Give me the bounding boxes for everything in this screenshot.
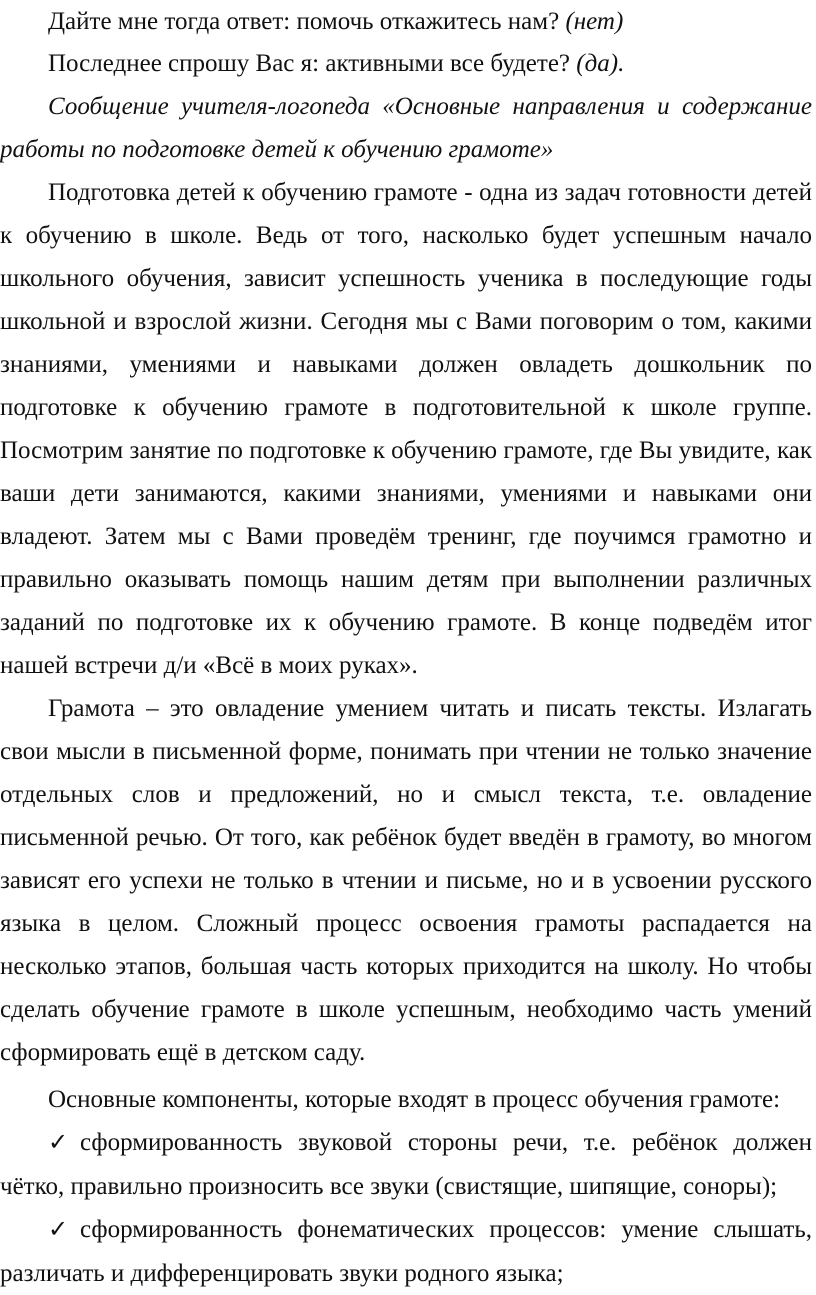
- list-item-text: сформированность фонематических процессов: умение слышать, различать и дифференцировать звуки родного языка;: [0, 1216, 812, 1287]
- message-title: Сообщение учителя-логопеда «Основные направления и содержание работы по подготовке детей к обучению грамоте»: [0, 93, 812, 163]
- list-item: [0, 1121, 812, 1208]
- dialog-text: Дайте мне тогда ответ: помочь откажитесь нам?: [48, 8, 560, 35]
- list-item-text: сформированность звуковой стороны речи, т.е. ребёнок должен чётко, правильно произносить все звуки (свистящие, шипящие, соноры);: [0, 1129, 812, 1200]
- dialog-line-2: [0, 42, 812, 85]
- components-intro: Основные компоненты, которые входят в процесс обучения грамоте:: [48, 1086, 781, 1113]
- dialog-answer: (нет): [565, 8, 624, 35]
- checkmark-icon: ✓: [48, 1217, 69, 1243]
- paragraph-1: Подготовка детей к обучению грамоте - одна из задач готовности детей к обучению в школе. Ведь от того, насколько будет успешным начало школьного обучения, зависит успешность ученика в последующие годы школьной и взрослой жизни. Сегодня мы с Вами поговорим о том, какими знаниями, умениями и навыками должен овладеть дошкольник по подготовке к обучению грамоте в подготовительной к школе группе. Посмотрим занятие по подготовке к обучению грамоте, где Вы увидите, как ваши дети занимаются, какими знаниями, умениями и навыками они владеют. Затем мы с Вами проведём тренинг, где поучимся грамотно и правильно оказывать помощь нашим детям при выполнении различных заданий по подготовке их к обучению грамоте. В конце подведём итог нашей встречи д/и «Всё в моих руках».: [0, 179, 812, 679]
- dialog-line-1: [0, 0, 812, 43]
- dialog-answer: (да).: [576, 50, 625, 77]
- paragraph-2: Грамота – это овладение умением читать и писать тексты. Излагать свои мысли в письменной форме, понимать при чтении не только значение отдельных слов и предложений, но и смысл текста, т.е. овладение письменной речью. От того, как ребёнок будет введён в грамоту, во многом зависят его успехи не только в чтении и письме, но и в усвоении русского языка в целом. Сложный процесс освоения грамоты распадается на несколько этапов, большая часть которых приходится на школу. Но чтобы сделать обучение грамоте в школе успешным, необходимо часть умений сформировать ещё в детском саду.: [0, 695, 812, 1066]
- checkmark-icon: ✓: [48, 1130, 69, 1156]
- dialog-text: Последнее спрошу Вас я: активными все будете?: [48, 50, 571, 77]
- list-item: [0, 1208, 812, 1295]
